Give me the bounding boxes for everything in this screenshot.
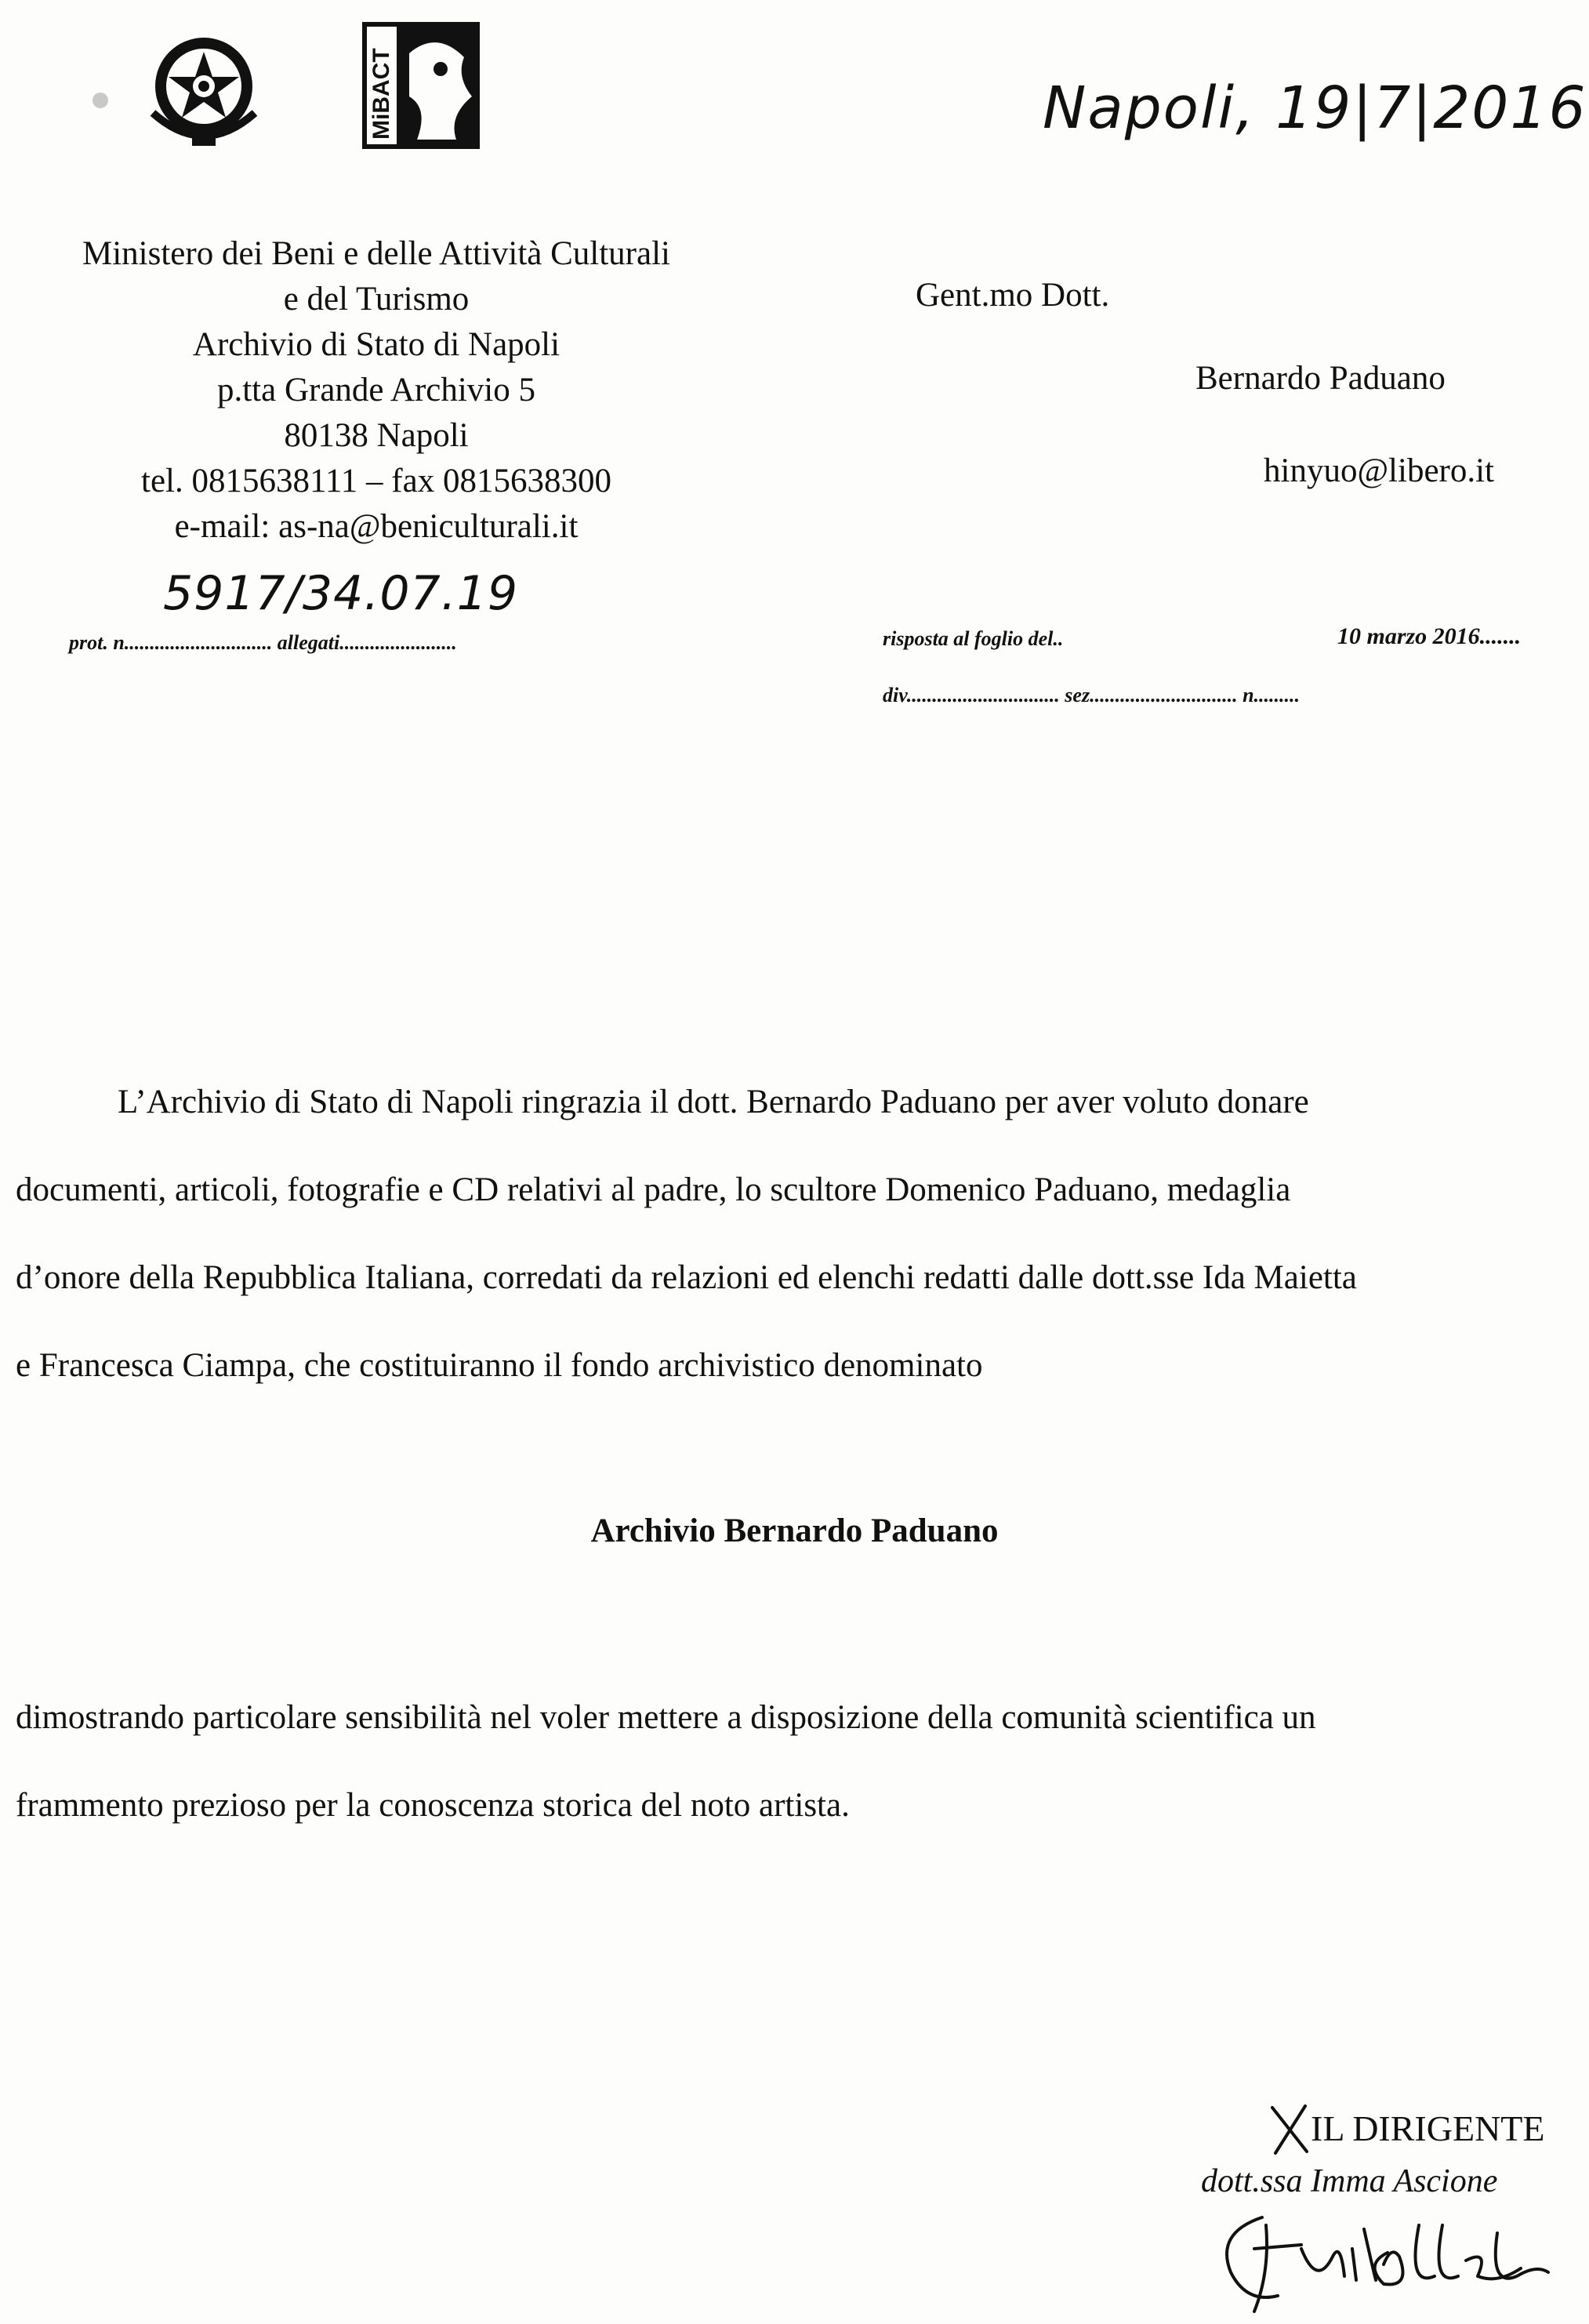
body-paragraph-1 [16, 1059, 1540, 1410]
signatory-title: IL DIRIGENTE [1311, 2108, 1545, 2148]
scan-speck [93, 93, 108, 108]
protocol-line: prot. n............................. allegati....................... [69, 631, 457, 654]
reply-reference-date: 10 marzo 2016....... [1337, 623, 1522, 649]
sender-block [0, 231, 753, 550]
sender-line: tel. 0815638111 – fax 0815638300 [141, 463, 611, 499]
handwritten-signature [1207, 2202, 1552, 2319]
body-line: d’onore della Repubblica Italiana, corredati da relazioni ed elenchi redatti dalle dott.sse Ida Maietta [16, 1259, 1357, 1296]
body-line: e Francesca Ciampa, che costituiranno il fondo archivistico denominato [16, 1347, 983, 1384]
mibact-logo [362, 22, 480, 149]
recipient-email: hinyuo@libero.it [1264, 452, 1494, 489]
handwritten-protocol-number: 5917/34.07.19 [163, 566, 519, 621]
body-line: frammento prezioso per la conoscenza storica del noto artista. [16, 1787, 850, 1824]
reply-reference-line: risposta al foglio del.. [883, 627, 1064, 650]
salutation: Gent.mo Dott. [916, 277, 1110, 314]
sender-line: 80138 Napoli [284, 417, 469, 454]
sender-line: Ministero dei Beni e delle Attività Culturali [82, 235, 670, 272]
italian-republic-emblem [137, 25, 270, 151]
handwritten-date: Napoli, 19|7|2016 [1043, 74, 1587, 142]
signatory-name: dott.ssa Imma Ascione [1201, 2163, 1498, 2199]
body-paragraph-2 [16, 1674, 1540, 1850]
sender-email: e-mail: as-na@beniculturali.it [174, 508, 579, 545]
sender-line: Archivio di Stato di Napoli [192, 326, 561, 363]
mibact-logo-text: MiBACT [368, 48, 394, 140]
body-line: dimostrando particolare sensibilità nel voler mettere a disposizione della comunità scientifica un [16, 1699, 1316, 1736]
recipient-name: Bernardo Paduano [1195, 360, 1446, 397]
body-line: documenti, articoli, fotografie e CD relativi al padre, lo scultore Domenico Paduano, medaglia [16, 1171, 1291, 1208]
body-line: L’Archivio di Stato di Napoli ringrazia il dott. Bernardo Paduano per aver voluto donare [118, 1084, 1309, 1120]
division-line: div.............................. sez............................. n......... [883, 684, 1301, 706]
fund-title: Archivio Bernardo Paduano [590, 1512, 999, 1549]
sender-line: p.tta Grande Archivio 5 [216, 372, 535, 409]
sender-line: e del Turismo [283, 281, 470, 318]
